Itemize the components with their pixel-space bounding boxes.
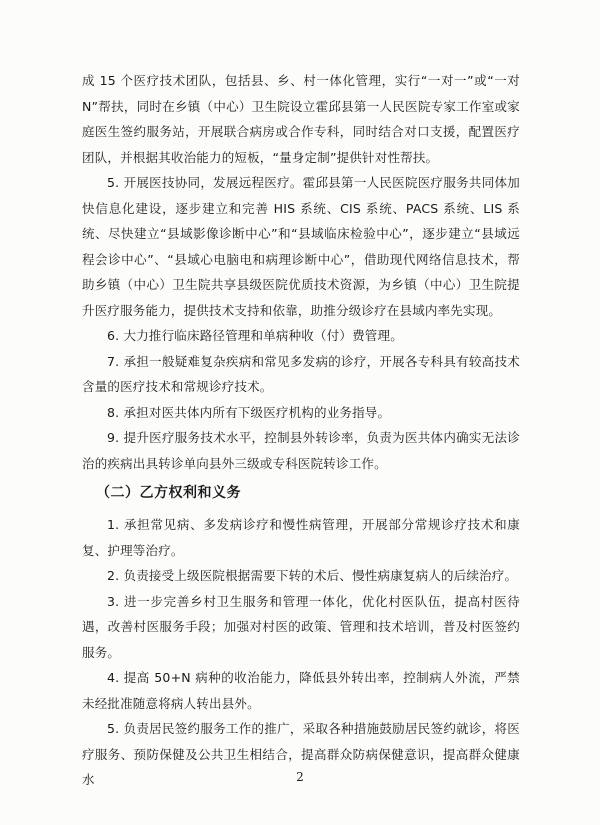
paragraph-item-9: 9. 提升医疗服务技术水平，控制县外转诊率，负责为医共体内确实无法诊治的疾病出具转诊单向县外三级或专科医院转诊工作。 [82, 430, 520, 471]
paragraph-item-6: 6. 大力推行临床路径管理和单病种收（付）费管理。 [107, 328, 403, 343]
paragraph-continued: 成 15 个医疗技术团队，包括县、乡、村一体化管理，实行“一对一”或“一对 N”帮扶，同时在乡镇（中心）卫生院设立霍邱县第一人民医院专家工作室或家庭医生签约服务站，开展联合病房或合作专科，同时结合对口支援，配置医疗团队，并根据其收治能力的短板，“量身定制”提供针对性帮扶。 [82, 73, 520, 165]
paragraph-item-7: 7. 承担一般疑难复杂疾病和常见多发病的诊疗，开展各专科具有较高技术含量的医疗技术和常规诊疗技术。 [82, 353, 520, 394]
paragraph-b-item-3: 3. 进一步完善乡村卫生服务和管理一体化，优化村医队伍，提高村医待遇，改善村医服务手段；加强对村医的政策、管理和技术培训，普及村医签约服务。 [82, 593, 520, 660]
paragraph-item-5: 5. 开展医技协同，发展远程医疗。霍邱县第一人民医院医疗服务共同体加快信息化建设，逐步建立和完善 HIS 系统、CIS 系统、PACS 系统、LIS 系统、尽快建立“县域影像诊断中心”和“县域临床检验中心”，逐步建立“县域远程会诊中心”、“县域心电脑电和病理诊断中心”，借助现代网络信息技术，帮助乡镇（中心）卫生院共享县级医院优质技术资源，为乡镇（中心）卫生院提升医疗服务能力，提供技术支持和依靠，助推分级诊疗在县域内率先实现。 [82, 175, 520, 318]
page-body [82, 68, 520, 793]
paragraph-b-item-4: 4. 提高 50+N 病种的收治能力，降低县外转出率，控制病人外流，严禁未经批准随意将病人转出县外。 [82, 670, 520, 711]
page-number: 2 [296, 770, 304, 784]
section-heading: （二）乙方权利和义务 [96, 485, 241, 501]
paragraph-b-item-5: 5. 负责居民签约服务工作的推广，采取各种措施鼓励居民签约就诊，将医疗服务、预防保健及公共卫生相结合，提高群众防病保健意识，提高群众健康水 [82, 721, 520, 787]
paragraph-b-item-2: 2. 负责接受上级医院根据需要下转的术后、慢性病康复病人的后续治疗。 [107, 568, 518, 583]
paragraph-b-item-1: 1. 承担常见病、多发病诊疗和慢性病管理，开展部分常规诊疗技术和康复、护理等治疗。 [82, 517, 520, 558]
paragraph-item-8: 8. 承担对医共体内所有下级医疗机构的业务指导。 [107, 404, 391, 420]
